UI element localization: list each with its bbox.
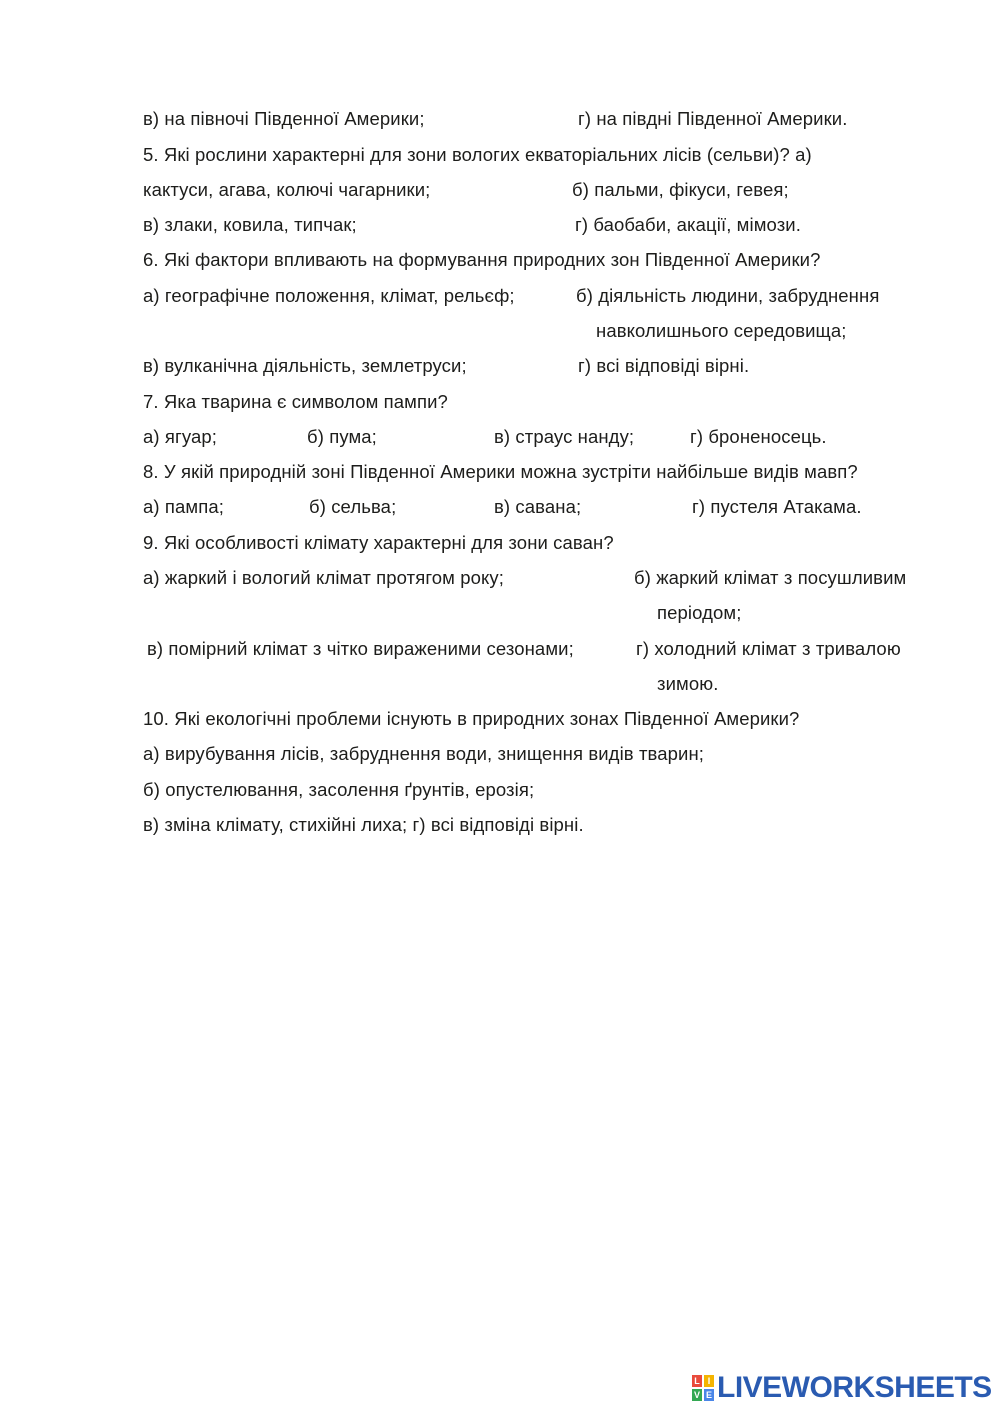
q10-option-v-g: в) зміна клімату, стихійні лиха; г) всі відповіді вірні. [143,814,584,835]
q8-option-b: б) сельва; [309,496,397,517]
q7-question: 7. Яка тварина є символом пампи? [143,391,448,412]
logo-cell-i: I [704,1375,714,1387]
q9-option-v: в) помірний клімат з чітко вираженими сезонами; [147,638,574,659]
q6-option-b-line1: б) діяльність людини, забруднення [576,285,880,306]
q8-question: 8. У якій природній зоні Південної Америки можна зустріти найбільше видів мавп? [143,461,858,482]
q9-option-b-line1: б) жаркий клімат з посушливим [634,567,907,588]
q4-option-v: в) на півночі Південної Америки; [143,108,425,129]
q6-option-b-line2: навколишнього середовища; [596,320,847,341]
q7-option-g: г) броненосець. [690,426,827,447]
q9-option-g-line1: г) холодний клімат з тривалою [636,638,901,659]
q7-option-a: а) ягуар; [143,426,218,447]
q8-option-v: в) савана; [494,496,582,517]
q5-question: 5. Які рослини характерні для зони вологих екваторіальних лісів (сельви)? а) [143,144,812,165]
q9-option-a: а) жаркий і вологий клімат протягом року; [143,567,505,588]
liveworksheets-wordmark: LIVEWORKSHEETS [717,1371,992,1404]
q6-option-a: а) географічне положення, клімат, рельєф; [143,285,515,306]
q8-option-g: г) пустеля Атакама. [692,496,862,517]
q7-option-v: в) страус нанду; [494,426,635,447]
q5-option-a: кактуси, агава, колючі чагарники; [143,179,431,200]
q5-option-v: в) злаки, ковила, типчак; [143,214,357,235]
q6-question: 6. Які фактори впливають на формування природних зон Південної Америки? [143,249,821,270]
q5-option-b: б) пальми, фікуси, гевея; [572,179,789,200]
q9-option-g-line2: зимою. [657,673,719,694]
q10-option-b: б) опустелювання, засолення ґрунтів, ерозія; [143,779,535,800]
q10-option-a: а) вирубування лісів, забруднення води, знищення видів тварин; [143,743,705,764]
logo-cell-e: E [705,1389,712,1400]
liveworksheets-logo-icon [692,1375,714,1401]
q4-option-g: г) на півдні Південної Америки. [578,108,848,129]
q10-question: 10. Які екологічні проблеми існують в природних зонах Південної Америки? [143,708,800,729]
q9-question: 9. Які особливості клімату характерні для зони саван? [143,532,614,553]
q7-option-b: б) пума; [307,426,377,447]
q5-option-g: г) баобаби, акації, мімози. [575,214,801,235]
q8-option-a: а) пампа; [143,496,224,517]
q6-option-g: г) всі відповіді вірні. [578,355,750,376]
q6-option-v: в) вулканічна діяльність, землетруси; [143,355,467,376]
liveworksheets-logo [692,1372,992,1404]
logo-cell-l: L [692,1375,702,1387]
logo-cell-v: V [693,1389,700,1400]
q9-option-b-line2: періодом; [657,602,742,623]
